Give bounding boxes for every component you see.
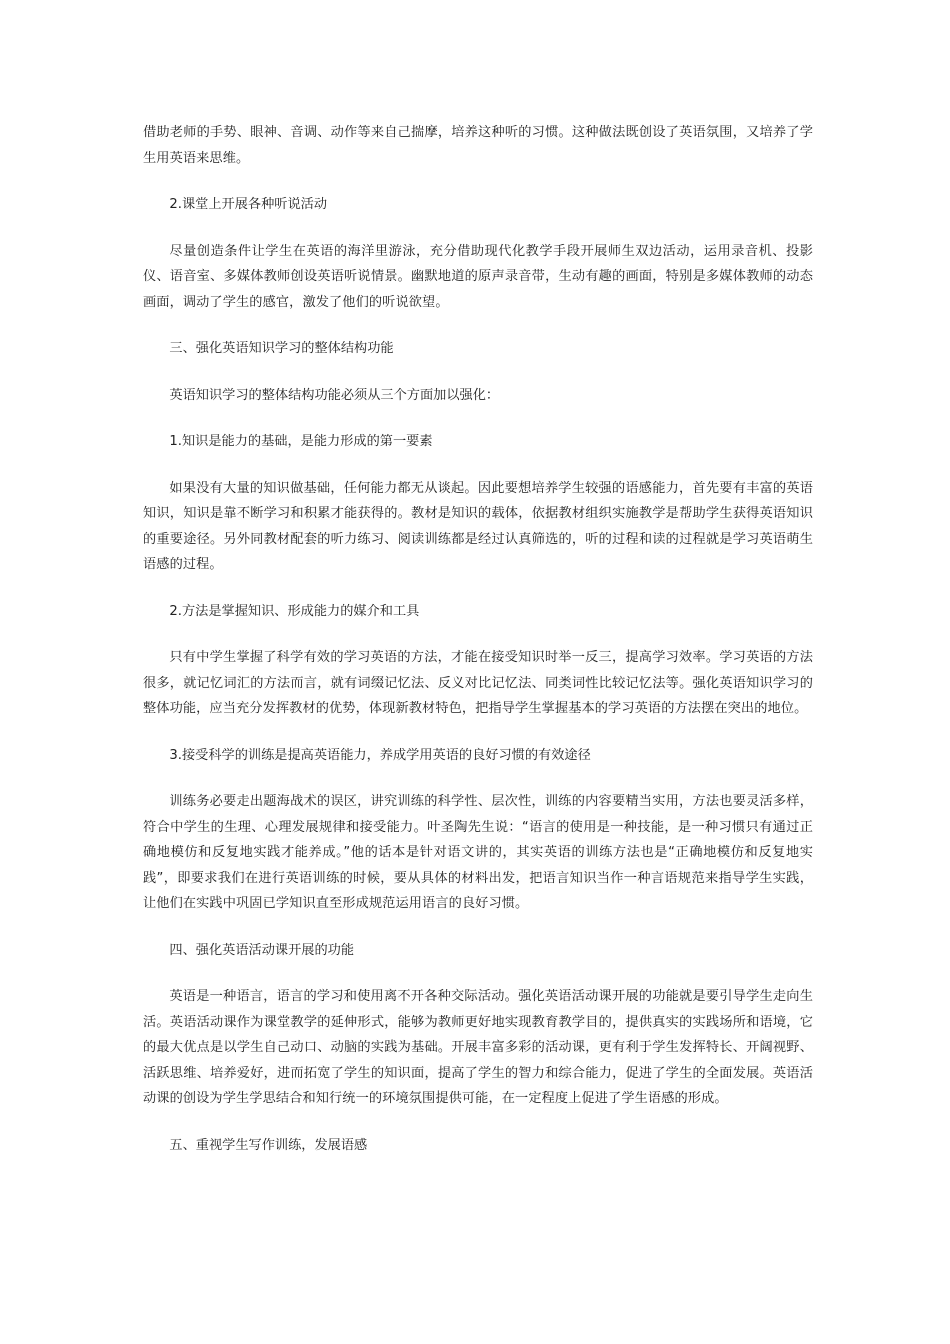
subheading-methods: 2.方法是掌握知识、形成能力的媒介和工具 [169, 603, 420, 619]
paragraph-knowledge: 如果没有大量的知识做基础，任何能力都无从谈起。因此要想培养学生较强的语感能力，首先要有丰富的英语知识，知识是靠不断学习和积累才能获得的。教材是知识的载体，依据教材组织实施教学是帮助学生获得英语知识的重要途径。另外同教材配套的听力练习、阅读训练都是经过认真筛选的，听的过程和读的过程就是学习英语萌生语感的过程。 [143, 480, 813, 572]
section-intro: 英语知识学习的整体结构功能必须从三个方面加以强化： [169, 387, 500, 403]
subheading-training: 3.接受科学的训练是提高英语能力，养成学用英语的良好习惯的有效途径 [169, 747, 591, 763]
paragraph-methods: 只有中学生掌握了科学有效的学习英语的方法，才能在接受知识时举一反三，提高学习效率。学习英语的方法很多，就记忆词汇的方法而言，就有词缀记忆法、反义对比记忆法、同类词性比较记忆法等。强化英语知识学习的整体功能，应当充分发挥教材的优势，体现新教材特色，把指导学生掌握基本的学习英语的方法摆在突出的地位。 [143, 650, 813, 716]
paragraph-training: 训练务必要走出题海战术的误区，讲究训练的科学性、层次性，训练的内容要精当实用，方法也要灵活多样，符合中学生的生理、心理发展规律和接受能力。叶圣陶先生说：“语言的使用是一种技能，是一种习惯只有通过正确地模仿和反复地实践才能养成。”他的话本是针对语文讲的，其实英语的训练方法也是“正确地模仿和反复地实践”，即要求我们在进行英语训练的时候，要从具体的材料出发，把语言知识当作一种言语规范来指导学生实践，让他们在实践中巩固已学知识直至形成规范运用语言的良好习惯。 [143, 794, 813, 911]
subheading-listening-speaking: 2.课堂上开展各种听说活动 [169, 197, 328, 212]
paragraph-listening-speaking: 尽量创造条件让学生在英语的海洋里游泳，充分借助现代化教学手段开展师生双边活动，运用录音机、投影仪、语音室、多媒体教师创设英语听说情景。幽默地道的原声录音带，生动有趣的画面，特别是多媒体教师的动态画面，调动了学生的感官，激发了他们的听说欲望。 [143, 243, 813, 310]
paragraph-continuation: 借助老师的手势、眼神、音调、动作等来自己揣摩，培养这种听的习惯。这种做法既创设了英语氛围，又培养了学生用英语来思维。 [143, 125, 813, 166]
document-page [143, 120, 813, 1179]
paragraph-activities: 英语是一种语言，语言的学习和使用离不开各种交际活动。强化英语活动课开展的功能就是要引导学生走向生活。英语活动课作为课堂教学的延伸形式，能够为教师更好地实现教育教学目的，提供真实的实践场所和语境，它的最大优点是以学生自己动口、动脑的实践为基础。开展丰富多彩的活动课，更有利于学生发挥特长、开阔视野、活跃思维、培养爱好，进而拓宽了学生的知识面，提高了学生的智力和综合能力，促进了学生的全面发展。英语活动课的创设为学生学思结合和知行统一的环境氛围提供可能，在一定程度上促进了学生语感的形成。 [143, 989, 813, 1106]
section-heading-3: 三、强化英语知识学习的整体结构功能 [169, 341, 394, 356]
section-heading-4: 四、强化英语活动课开展的功能 [169, 942, 355, 958]
section-heading-5: 五、重视学生写作训练，发展语感 [169, 1137, 368, 1153]
subheading-knowledge: 1.知识是能力的基础，是能力形成的第一要素 [169, 434, 433, 449]
